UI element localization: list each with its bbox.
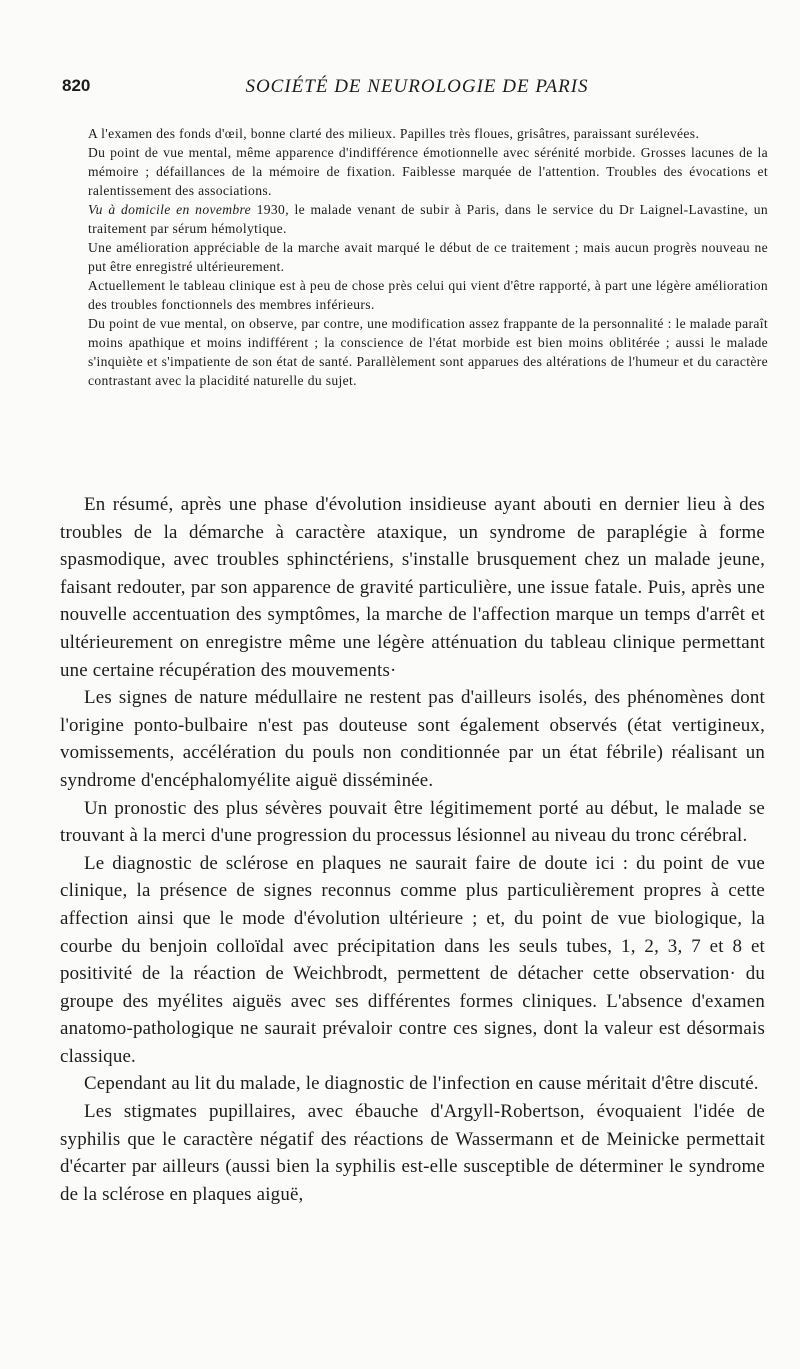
note-fundus: A l'examen des fonds d'œil, bonne clarté des milieux. Papilles très floues, grisâtres, paraissant surélevées. [88,126,700,141]
page-header [62,76,772,104]
note-improvement: Une amélioration appréciable de la marche avait marqué le début de ce traitement ; mais aucun progrès nouveau ne put être enregistré ultérieurement. [88,240,768,274]
running-title: SOCIÉTÉ DE NEUROLOGIE DE PARIS [245,76,589,97]
note-personality: Du point de vue mental, on observe, par contre, une modification assez frappante de la personnalité : le malade paraît moins apathique et moins indifférent ; la conscience de l'état morbide est bien moins oblitérée ; aussi le malade s'inquiète et s'impatiente de son état de santé. Parallèlement sont apparues des altérations de l'humeur et du caractère contrastant avec la placidité naturelle du sujet. [88,316,768,388]
paragraph-stigmata: Les stigmates pupillaires, avec ébauche d'Argyll-Robertson, évoquaient l'idée de syphilis que le caractère négatif des réactions de Wassermann et de Meinicke permettait d'écarter par ailleurs (aussi bien la syphilis est-elle susceptible de déterminer le syndrome de la sclérose en plaques aiguë, [60,1101,765,1205]
note-home-visit [88,200,768,238]
note-home-visit-rest: 1930, le malade venant de subir à Paris, dans le service du Dr Laignel-Lavastine, un traitement par sérum hémolytique. [88,202,769,236]
paragraph-prognosis: Un pronostic des plus sévères pouvait être légitimement porté au début, le malade se trouvant à la merci d'une progression du processus lésionnel au niveau du tronc cérébral. [60,797,765,847]
discussion [60,491,765,1208]
paragraph-summary: En résumé, après une phase d'évolution insidieuse ayant abouti en dernier lieu à des troubles de la démarche à caractère ataxique, un syndrome de paraplégie à forme spasmodique, avec troubles sphinctériens, s'installe brusquement chez un malade jeune, faisant redouter, par son apparence de gravité particulière, une issue fatale. Puis, après une nouvelle accentuation des symptômes, la marche de l'affection marque un temps d'arrêt et ultérieurement on enregistre même une légère atténuation du tableau clinique permettant une certaine récupération des mouvements· [60,494,765,681]
note-home-visit-italic: Vu à domicile en novembre [88,202,252,217]
paragraph-diagnosis: Le diagnostic de sclérose en plaques ne saurait faire de doute ici : du point de vue clinique, la présence de signes reconnus comme plus particulièrement propres à cette affection ainsi que le mode d'évolution ultérieure ; et, du point de vue biologique, la courbe du benjoin colloïdal avec précipitation dans les seuls tubes, 1, 2, 3, 7 et 8 et positivité de la réaction de Weichbrodt, permettent de détacher cette observation· du groupe des myélites aiguës avec ses différentes formes cliniques. L'absence d'examen anatomo-pathologique ne saurait prévaloir contre ces signes, dont la valeur est désormais classique. [60,852,765,1067]
note-mental: Du point de vue mental, même apparence d'indifférence émotionnelle avec sérénité morbide. Grosses lacunes de la mémoire ; défaillances de la mémoire de fixation. Faiblesse marquée de l'attention. Troubles des évocations et ralentissement des associations. [88,145,768,198]
paragraph-signs: Les signes de nature médullaire ne restent pas d'ailleurs isolés, des phénomènes dont l'origine ponto-bulbaire n'est pas douteuse sont également observés (état vertigineux, vomissements, accélération du pouls non conditionnée par un état fébrile) réalisant un syndrome d'encéphalomyélite aiguë disséminée. [60,687,765,791]
case-notes [88,124,768,390]
note-current: Actuellement le tableau clinique est à peu de chose près celui qui vient d'être rapporté, à part une légère amélioration des troubles fonctionnels des membres inférieurs. [88,278,768,312]
page-number: 820 [62,76,91,95]
paragraph-infection: Cependant au lit du malade, le diagnostic de l'infection en cause méritait d'être discuté. [84,1073,759,1095]
